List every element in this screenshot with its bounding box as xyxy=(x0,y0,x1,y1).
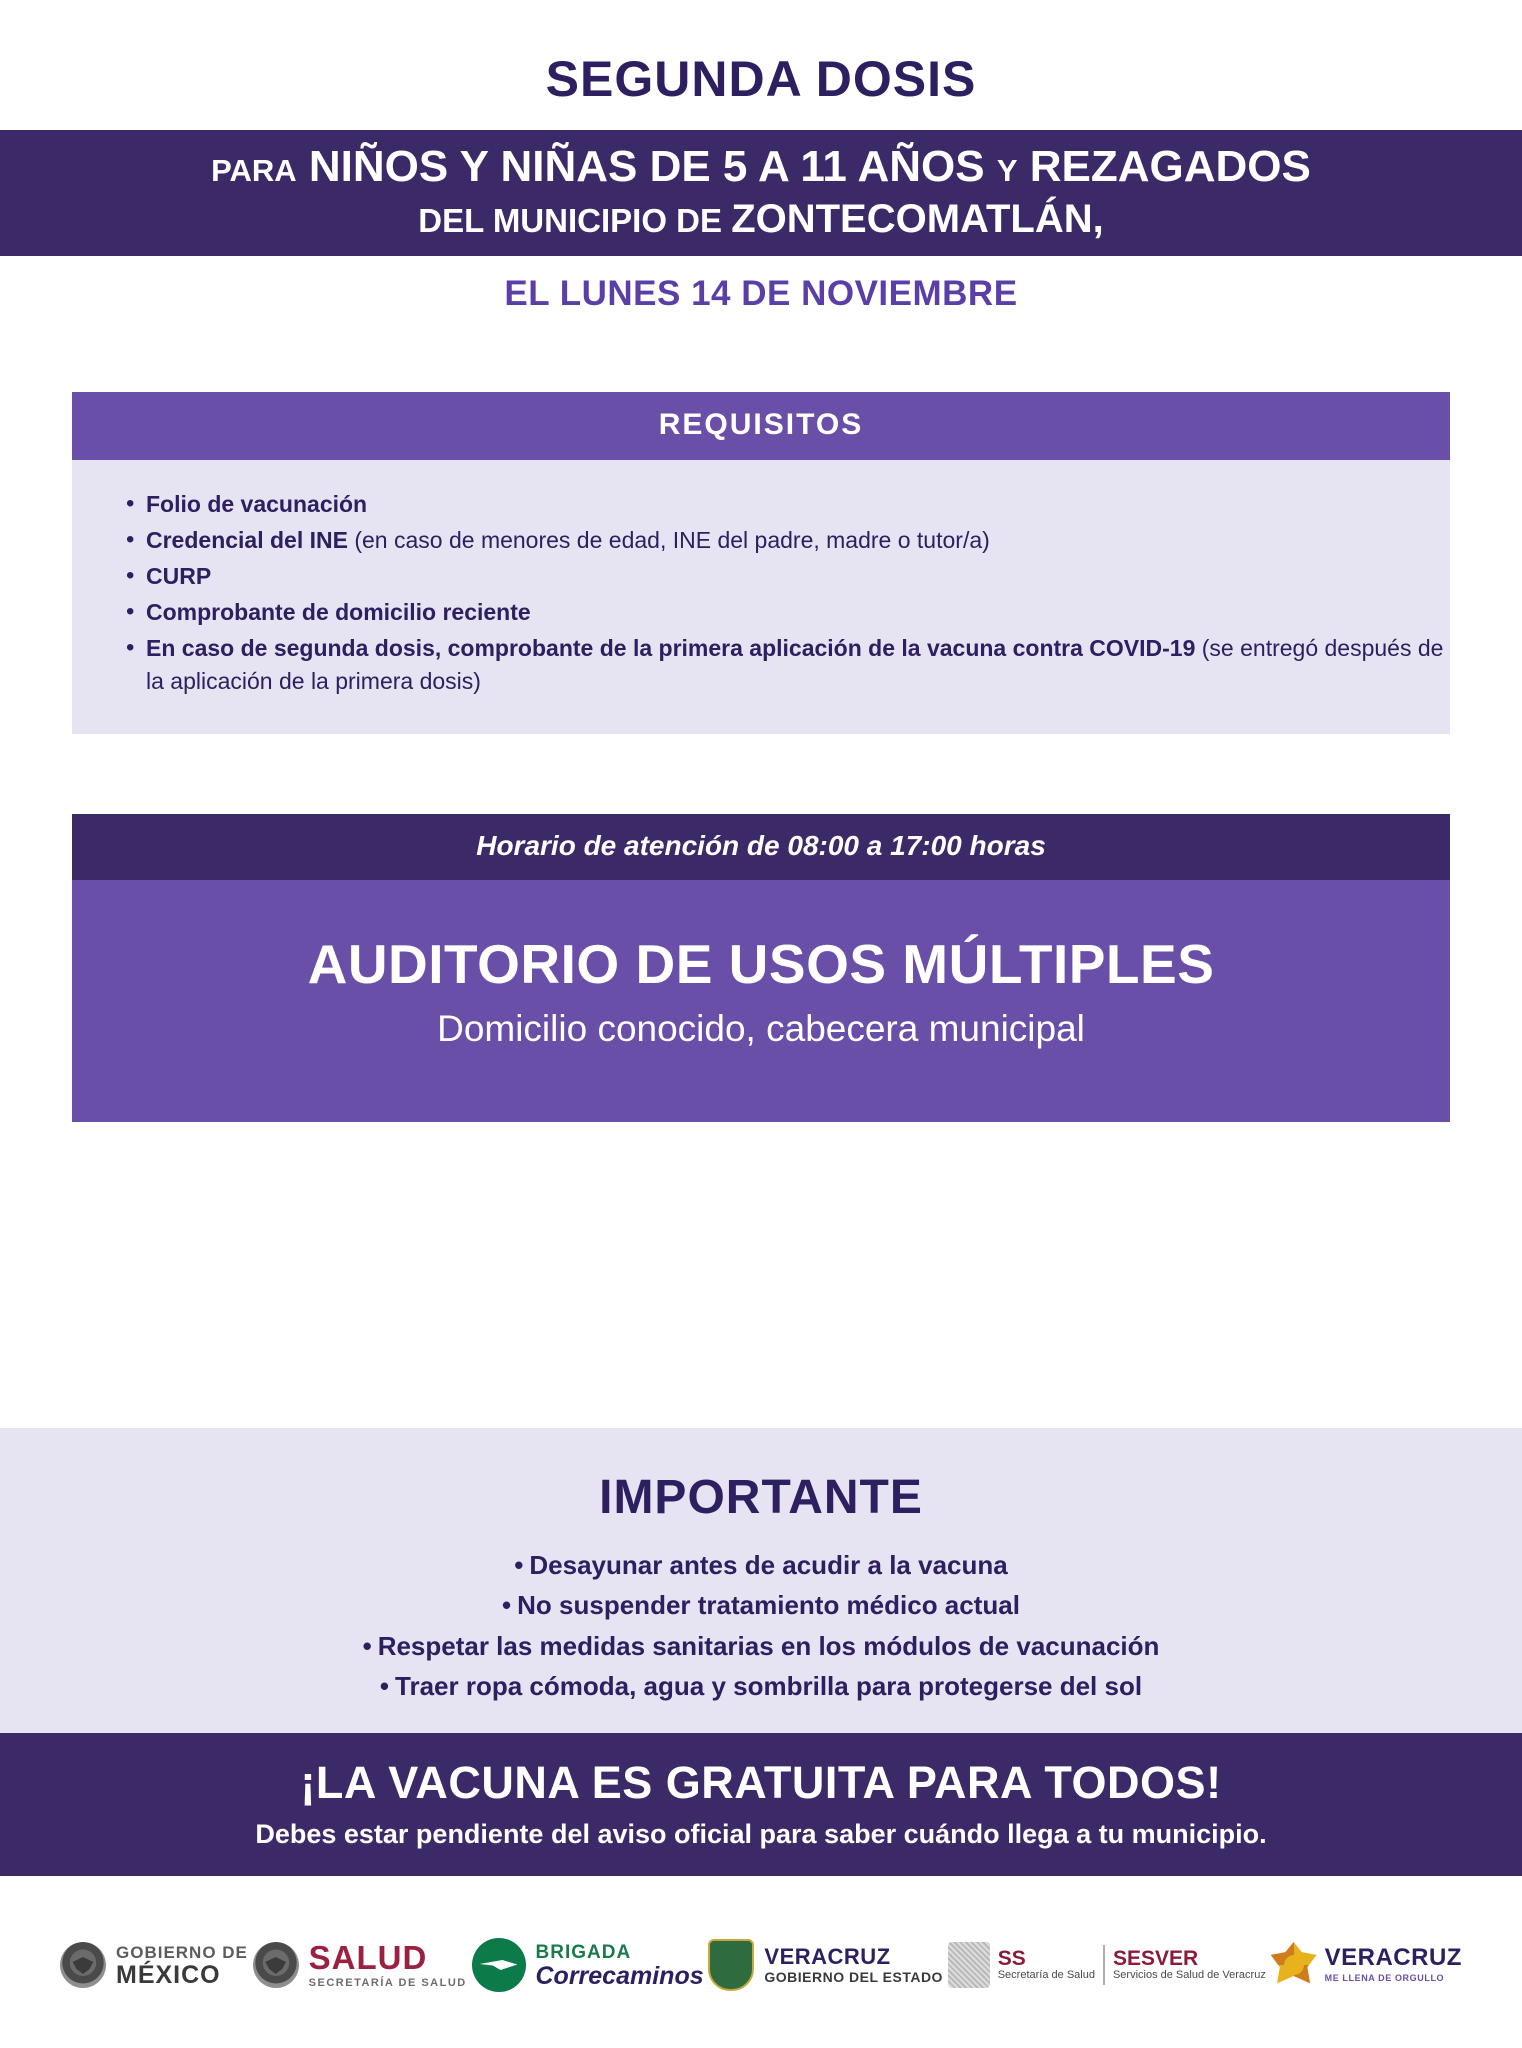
shield-icon xyxy=(708,1939,754,1991)
requisito-bold: En caso de segunda dosis, comprobante de la primera aplicación de la vacuna contra COVID-19 xyxy=(146,634,1196,661)
sede-section xyxy=(72,814,1450,1122)
header-audience-prefix: PARA xyxy=(211,153,297,188)
requisitos-title: REQUISITOS xyxy=(72,392,1450,460)
logo-brigada-line2: Correcaminos xyxy=(535,1961,704,1990)
logo-brigada-text xyxy=(536,1942,704,1989)
logo-salud-text xyxy=(309,1941,467,1989)
importante-title: IMPORTANTE xyxy=(599,1471,923,1524)
header-audience-main: NIÑOS Y NIÑAS DE 5 A 11 AÑOS xyxy=(308,142,985,191)
requisitos-list xyxy=(124,488,1450,697)
logo-sesver-text xyxy=(1113,1948,1266,1982)
requisito-bold: Comprobante de domicilio reciente xyxy=(146,598,531,625)
logo-sesver-abbr: SESVER xyxy=(1112,1947,1199,1971)
requisitos-body xyxy=(72,460,1450,734)
importante-item: • Desayunar antes de acudir a la vacuna xyxy=(0,1545,1522,1585)
header-audience-join: Y xyxy=(996,153,1018,188)
logo-veracruz-orgullo xyxy=(1271,1942,1462,1988)
logo-gobierno-line1: GOBIERNO DE xyxy=(116,1942,248,1962)
requisitos-section xyxy=(72,392,1450,734)
logo-orgullo-text xyxy=(1324,1944,1462,1983)
logo-ss-sub: Secretaría de Salud xyxy=(997,1969,1095,1982)
list-item xyxy=(124,524,1450,557)
sede-name: AUDITORIO DE USOS MÚLTIPLES xyxy=(307,933,1215,996)
logo-strip xyxy=(0,1905,1522,2025)
logo-ss-text xyxy=(998,1948,1095,1982)
list-item xyxy=(124,596,1450,629)
attention-hours: Horario de atención de 08:00 a 17:00 horas xyxy=(72,814,1450,880)
logo-gobierno-mexico xyxy=(60,1942,248,1988)
requisito-rest: (en caso de menores de edad, INE del padre, madre o tutor/a) xyxy=(347,527,990,554)
requisito-rest: (se entregó después de la aplicación de la primera dosis) xyxy=(146,634,1444,694)
header-audience-line xyxy=(20,144,1502,190)
importante-item: • No suspender tratamiento médico actual xyxy=(0,1585,1522,1625)
requisito-bold: Folio de vacunación xyxy=(146,491,368,518)
logo-orgullo-line1: VERACRUZ xyxy=(1324,1944,1462,1972)
importante-section xyxy=(0,1428,1522,1740)
page-title: SEGUNDA DOSIS xyxy=(545,51,977,107)
list-item xyxy=(124,632,1450,698)
logo-veracruz-line1: VERACRUZ xyxy=(764,1944,891,1970)
header-band xyxy=(0,130,1522,256)
logo-brigada-line1: BRIGADA xyxy=(535,1941,632,1963)
logo-gobierno-text xyxy=(116,1943,248,1988)
footer-subtext: Debes estar pendiente del aviso oficial para saber cuándo llega a tu municipio. xyxy=(255,1819,1267,1849)
importante-item: • Respetar las medidas sanitarias en los módulos de vacunación xyxy=(0,1626,1522,1666)
logo-divider xyxy=(1103,1945,1105,1985)
header-audience-tail: REZAGADOS xyxy=(1029,142,1311,191)
logo-gobierno-line2: MÉXICO xyxy=(116,1960,221,1989)
logo-sesver xyxy=(948,1942,1266,1988)
eagle-icon xyxy=(253,1942,299,1988)
logo-salud-line2: SECRETARÍA DE SALUD xyxy=(308,1977,467,1989)
footer-headline: ¡LA VACUNA ES GRATUITA PARA TODOS! xyxy=(300,1757,1222,1808)
sede-body xyxy=(72,880,1450,1122)
logo-ss-abbr: SS xyxy=(997,1947,1026,1971)
logo-veracruz-text xyxy=(764,1945,943,1984)
requisito-bold: CURP xyxy=(146,562,212,589)
importante-item: • Traer ropa cómoda, agua y sombrilla para protegerse del sol xyxy=(0,1666,1522,1706)
footer-band xyxy=(0,1733,1522,1876)
logo-veracruz-line2: GOBIERNO DEL ESTADO xyxy=(764,1968,943,1985)
requisito-bold: Credencial del INE xyxy=(146,527,348,554)
logo-brigada-correcaminos xyxy=(472,1938,704,1992)
event-date: EL LUNES 14 DE NOVIEMBRE xyxy=(504,274,1018,314)
header-municipio-line xyxy=(20,198,1502,240)
poster-header xyxy=(0,0,1522,118)
logo-orgullo-line2: ME LLENA DE ORGULLO xyxy=(1324,1972,1445,1983)
list-item xyxy=(124,560,1450,593)
header-municipio-name: ZONTECOMATLÁN, xyxy=(731,197,1104,242)
sede-address: Domicilio conocido, cabecera municipal xyxy=(437,1008,1085,1050)
starburst-icon xyxy=(1271,1942,1317,1988)
logo-salud xyxy=(253,1941,467,1989)
eagle-icon xyxy=(60,1942,106,1988)
logo-sesver-sub: Servicios de Salud de Veracruz xyxy=(1112,1969,1266,1982)
seal-icon xyxy=(948,1942,990,1988)
roadrunner-icon xyxy=(472,1938,526,1992)
logo-salud-line1: SALUD xyxy=(308,1939,428,1976)
list-item xyxy=(124,488,1450,521)
logo-veracruz-gobierno xyxy=(708,1939,943,1991)
header-municipio-prefix: DEL MUNICIPIO DE xyxy=(418,202,723,240)
